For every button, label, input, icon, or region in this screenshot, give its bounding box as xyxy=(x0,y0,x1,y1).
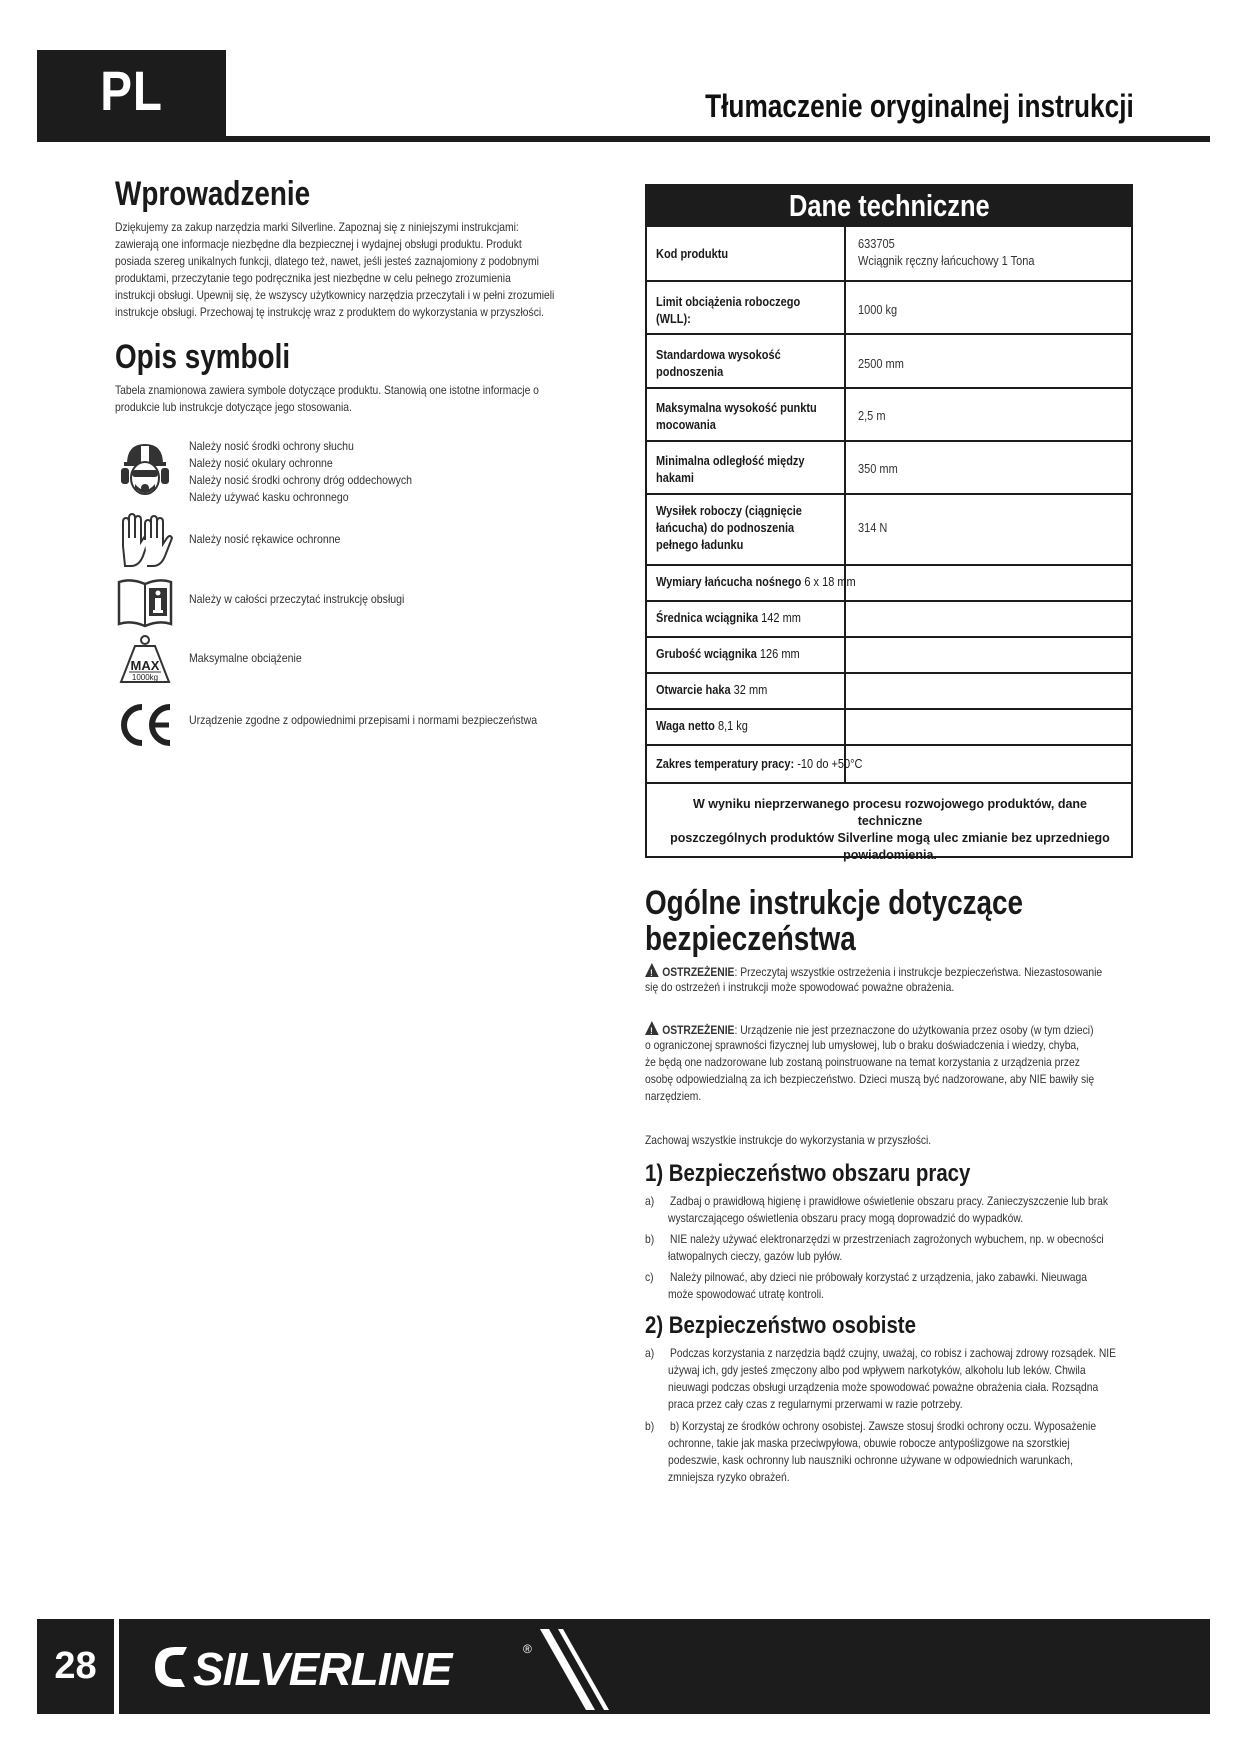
list-item-cont: ochronne, takie jak maska przeciwpyłowa, obuwie robocze antypoślizgowe na szorstkiej xyxy=(668,1436,1070,1450)
gloves-text: Należy nosić rękawice ochronne xyxy=(189,532,341,546)
list-item-cont: może spowodować utratę kontroli. xyxy=(668,1287,825,1301)
table-divider xyxy=(645,708,1133,710)
table-divider xyxy=(645,564,1133,566)
warning-2-cont: że będą one nadzorowane lub zostaną poinstruowane na temat korzystania z urządzenia przez xyxy=(645,1055,1080,1069)
intro-heading: Wprowadzenie xyxy=(115,175,311,213)
ce-mark-icon xyxy=(115,695,175,755)
table-divider xyxy=(645,440,1133,442)
safety-heading-line-1: Ogólne instrukcje dotyczące xyxy=(645,884,1024,922)
list-marker: c) xyxy=(645,1270,654,1284)
section-2-heading: 2) Bezpieczeństwo osobiste xyxy=(645,1312,916,1339)
ce-text: Urządzenie zgodne z odpowiednimi przepisami i normami bezpieczeństwa xyxy=(189,713,538,727)
warning-icon xyxy=(645,963,659,977)
table-divider xyxy=(645,387,1133,389)
warning-icon xyxy=(645,1021,659,1035)
list-item-cont: zmniejsza ryzyko obrażeń. xyxy=(668,1470,790,1484)
table-divider xyxy=(645,672,1133,674)
spec-row-diameter: Średnica wciągnika 142 mm xyxy=(656,611,801,625)
spec-label: Limit obciążenia roboczego (WLL): xyxy=(656,295,801,326)
symbols-intro-line: Tabela znamionowa zawiera symbole dotyczące produktu. Stanowią one istotne informacje o xyxy=(115,383,539,397)
spec-label: Wysiłek roboczy (ciągnięcie łańcucha) do podnoszenia pełnego ładunku xyxy=(656,504,802,552)
intro-line: instrukcji obsługi. Upewnij się, że wszyscy użytkownicy narzędzia przeczytali i w pełni zrozumieli xyxy=(115,288,555,302)
spec-table-title: Dane techniczne xyxy=(788,188,990,223)
header-rule xyxy=(37,136,1210,142)
spec-note-line: poszczególnych produktów Silverline mogą ulec zmianie bez uprzedniego xyxy=(670,831,1110,845)
list-item-cont: wystarczającego oświetlenia obszaru pracy mogą doprowadzić do wypadków. xyxy=(668,1211,1024,1225)
list-marker: b) xyxy=(645,1232,655,1246)
list-item: NIE należy używać elektronarzędzi w przestrzeniach zagrożonych wybuchem, np. w obecności xyxy=(670,1232,1104,1246)
brand-name: SILVERLINE xyxy=(193,1643,452,1695)
spec-label: Standardowa wysokość podnoszenia xyxy=(656,348,781,379)
spec-label: Minimalna odległość między hakami xyxy=(656,454,805,485)
footer-separator xyxy=(114,1619,119,1714)
list-marker: a) xyxy=(645,1346,655,1360)
spec-label: Maksymalna wysokość punktu mocowania xyxy=(656,401,817,432)
silverline-logo xyxy=(145,1625,625,1710)
read-manual-icon xyxy=(115,572,175,632)
warning-1: !OSTRZEŻENIE: Przeczytaj wszystkie ostrzeżenia i instrukcje bezpieczeństwa. Niezastosowanie xyxy=(645,962,1102,981)
page-number: 28 xyxy=(54,1645,97,1687)
table-divider xyxy=(645,280,1133,282)
table-divider xyxy=(645,600,1133,602)
spec-value: 2500 mm xyxy=(858,357,904,371)
intro-line: Dziękujemy za zakup narzędzia marki Silverline. Zapoznaj się z niniejszymi instrukcjami: xyxy=(115,220,519,234)
intro-line: zawierają one informacje niezbędne dla bezpiecznej i wydajnej obsługi produktu. Produkt xyxy=(115,237,522,251)
registered-mark: ® xyxy=(523,1642,532,1656)
list-item: Podczas korzystania z narzędzia bądź czujny, uważaj, co robisz i zachowaj zdrowy rozsądek. NIE xyxy=(670,1346,1117,1360)
warning-2-cont: osobę odpowiedzialną za ich bezpieczeństwo. Dzieci muszą być nadzorowane, aby NIE bawiły się xyxy=(645,1072,1095,1086)
section-1-heading: 1) Bezpieczeństwo obszaru pracy xyxy=(645,1160,971,1187)
max-load-text: Maksymalne obciążenie xyxy=(189,651,302,665)
ppe-text xyxy=(189,438,412,506)
spec-value: 2,5 m xyxy=(858,409,886,423)
ppe-line: Należy używać kasku ochronnego xyxy=(189,490,349,504)
list-item: Należy pilnować, aby dzieci nie próbowały korzystać z urządzenia, jako zabawki. Nieuwaga xyxy=(670,1270,1088,1284)
max-load-icon xyxy=(115,632,175,692)
table-divider xyxy=(645,493,1133,495)
spec-note-line: powiadomienia. xyxy=(843,848,937,862)
intro-line: instrukcje obsługi. Przechowaj tę instrukcję wraz z produktem do wykorzystania w przyszłości. xyxy=(115,305,545,319)
product-code: 633705 xyxy=(858,237,895,251)
intro-line: produktami, przeczytanie tego podręcznika jest niezbędne w celu pełnego zrozumienia xyxy=(115,271,511,285)
list-item-cont: praca przez cały czas z regularnymi przerwami w razie potrzeby. xyxy=(668,1397,963,1411)
table-column-divider xyxy=(844,227,846,782)
table-divider xyxy=(645,333,1133,335)
safety-heading-line-2: bezpieczeństwa xyxy=(645,920,856,958)
spec-note-line: W wyniku nieprzerwanego procesu rozwojowego produktów, dane techniczne xyxy=(692,797,1088,828)
ppe-head-icon xyxy=(115,438,175,498)
max-icon-label: MAX xyxy=(130,658,160,673)
warning-2-cont: narzędziem. xyxy=(645,1089,702,1103)
list-marker: a) xyxy=(645,1194,655,1208)
spec-note xyxy=(660,796,1120,864)
ppe-line: Należy nosić środki ochrony słuchu xyxy=(189,439,354,453)
table-divider xyxy=(645,636,1133,638)
ppe-line: Należy nosić środki ochrony dróg oddechowych xyxy=(189,473,413,487)
list-marker: b) xyxy=(645,1419,655,1433)
spec-row-weight: Waga netto 8,1 kg xyxy=(656,719,748,733)
manual-text: Należy w całości przeczytać instrukcję obsługi xyxy=(189,592,405,606)
language-code: PL xyxy=(100,59,163,122)
warning-2-cont: o ograniczonej sprawności fizycznej lub umysłowej, lub o braku doświadczenia i wiedzy, chyba, xyxy=(645,1038,1080,1052)
list-item-cont: używaj ich, gdy jesteś zmęczony albo pod wpływem narkotyków, alkoholu lub leków. Chwila xyxy=(668,1363,1086,1377)
spec-row-hook-opening: Otwarcie haka 32 mm xyxy=(656,683,768,697)
symbols-heading: Opis symboli xyxy=(115,338,291,376)
max-icon-value: 1000kg xyxy=(131,673,159,682)
intro-line: posiada szereg unikalnych funkcji, dlatego też, nawet, jeśli jesteś zaznajomiony z podobnymi xyxy=(115,254,539,268)
spec-row-temperature: Zakres temperatury pracy: -10 do +50°C xyxy=(656,757,863,771)
product-name: Wciągnik ręczny łańcuchowy 1 Tona xyxy=(858,254,1035,268)
warning-1-cont: się do ostrzeżeń i instrukcji może spowodować poważne obrażenia. xyxy=(645,980,955,994)
table-divider xyxy=(645,782,1133,784)
list-item: Zadbaj o prawidłową higienę i prawidłowe oświetlenie obszaru pracy. Zanieczyszczenie lub brak xyxy=(670,1194,1109,1208)
list-item: b) Korzystaj ze środków ochrony osobistej. Zawsze stosuj środki ochrony oczu. Wyposażenie xyxy=(670,1419,1097,1433)
gloves-icon xyxy=(115,512,175,572)
page-title: Tłumaczenie oryginalnej instrukcji xyxy=(705,88,1134,124)
keep-instructions: Zachowaj wszystkie instrukcje do wykorzystania w przyszłości. xyxy=(645,1133,932,1147)
list-item-cont: podeszwie, kask ochronny lub nauszniki ochronne używane w odpowiednich warunkach, xyxy=(668,1453,1074,1467)
spec-row-chain: Wymiary łańcucha nośnego 6 x 18 mm xyxy=(656,575,856,589)
list-item-cont: łatwopalnych cieczy, gazów lub pyłów. xyxy=(668,1249,843,1263)
spec-row-thickness: Grubość wciągnika 126 mm xyxy=(656,647,800,661)
intro-text xyxy=(115,219,554,321)
spec-value: 350 mm xyxy=(858,462,898,476)
symbols-intro-line: produkcie lub instrukcje dotyczące jego stosowania. xyxy=(115,400,352,414)
spec-table-header xyxy=(645,184,1133,227)
spec-value xyxy=(858,236,1034,270)
warning-2: !OSTRZEŻENIE: Urządzenie nie jest przeznaczone do użytkowania przez osoby (w tym dzieci) xyxy=(645,1020,1094,1039)
spec-value: 314 N xyxy=(858,521,888,535)
ppe-line: Należy nosić okulary ochronne xyxy=(189,456,333,470)
spec-value: 1000 kg xyxy=(858,303,898,317)
table-divider xyxy=(645,744,1133,746)
list-item-cont: nieuwagi podczas obsługi urządzenia może spowodować poważne obrażenia ciała. Rozsądna xyxy=(668,1380,1099,1394)
symbols-intro xyxy=(115,382,539,416)
spec-label: Kod produktu xyxy=(656,247,729,261)
